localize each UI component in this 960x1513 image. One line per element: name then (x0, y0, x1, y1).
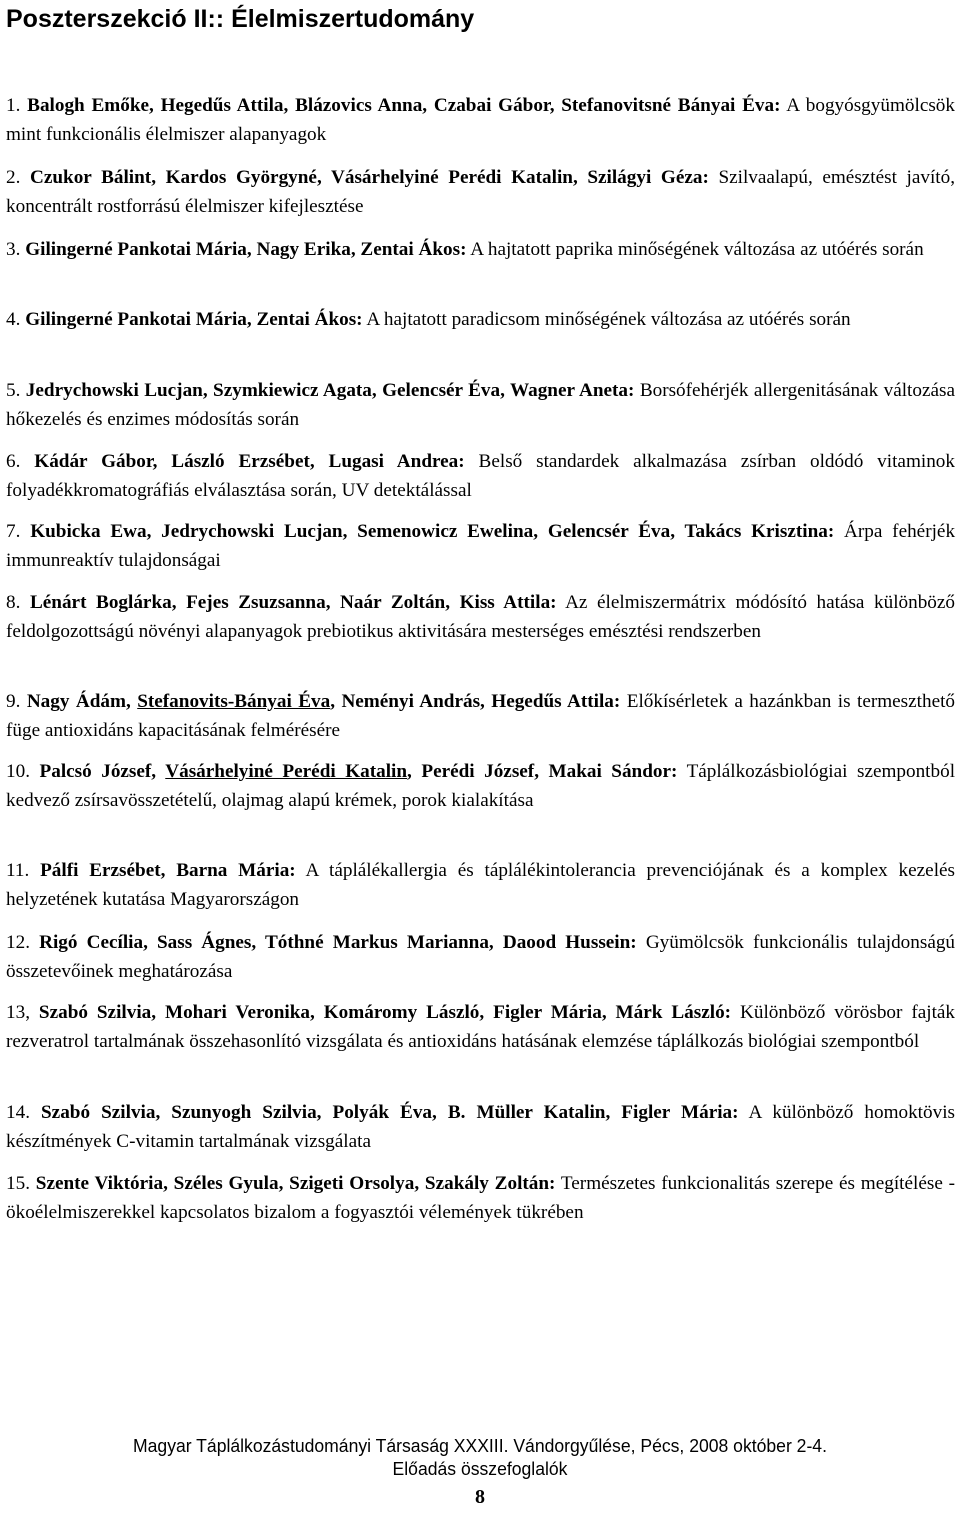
page-number: 8 (475, 1486, 485, 1508)
list-item (6, 757, 955, 815)
entry-number: 5. (6, 380, 21, 401)
page-title: Poszterszekció II:: Élelmiszertudomány (6, 5, 475, 33)
entry-number: 3. (6, 239, 21, 260)
entry-title: Természetes funkcionalitás szerepe és megítélése - ökoélelmiszerekkel kapcsolatos bizalom a fogyasztói vélemények tükrében (6, 1173, 956, 1223)
entry-authors (39, 1002, 731, 1023)
list-item (6, 588, 955, 646)
list-item (6, 305, 955, 334)
author-segment: Kádár Gábor, László Erzsébet, Lugasi Andrea: (34, 451, 465, 472)
entry-number: 9. (6, 691, 21, 712)
entry-authors (34, 451, 464, 472)
entry-authors (40, 761, 678, 782)
entry-authors (41, 1102, 739, 1123)
author-segment: Jedrychowski Lucjan, Szymkiewicz Agata, Gelencsér Éva, Wagner Aneta: (25, 380, 635, 401)
entry-title: Szilvaalapú, emésztést javító, koncentrált rostforrású élelmiszer kifejlesztése (6, 167, 956, 217)
entry-title: Táplálkozásbiológiai szempontból kedvező zsírsavösszetételű, olajmag alapú krémek, porok kialakítása (6, 761, 956, 811)
entry-authors (39, 932, 637, 953)
author-segment: , Neményi András, Hegedűs Attila: (330, 691, 621, 712)
entry-authors (27, 95, 780, 116)
entry-number: 15. (6, 1173, 30, 1194)
entry-authors (25, 309, 362, 330)
author-segment: Palcsó József, (39, 761, 166, 782)
author-segment: Lénárt Boglárka, Fejes Zsuzsanna, Naár Zoltán, Kiss Attila: (29, 592, 557, 613)
entry-title: A bogyósgyümölcsök mint funkcionális élelmiszer alapanyagok (6, 95, 955, 145)
list-item (6, 1169, 955, 1227)
author-segment: Szente Viktória, Széles Gyula, Szigeti Orsolya, Szakály Zoltán: (35, 1173, 556, 1194)
list-item (6, 856, 955, 914)
footer-subtitle: Előadás összefoglalók (392, 1458, 568, 1479)
entry-title: A különböző homoktövis készítmények C-vitamin tartalmának vizsgálata (6, 1102, 955, 1152)
list-item (6, 687, 955, 745)
entry-number: 10. (6, 761, 30, 782)
author-segment: Pálfi Erzsébet, Barna Mária: (40, 860, 296, 881)
entry-number: 14. (6, 1102, 30, 1123)
author-segment: Szabó Szilvia, Mohari Veronika, Komáromy László, Figler Mária, Márk László: (38, 1002, 732, 1023)
entry-title: Gyümölcsök funkcionális tulajdonságú összetevőinek meghatározása (6, 932, 956, 982)
entry-number: 1. (6, 95, 21, 116)
entry-authors (27, 691, 620, 712)
author-segment: Czukor Bálint, Kardos Györgyné, Vásárhelyiné Perédi Katalin, Szilágyi Géza: (30, 167, 709, 188)
entry-authors (30, 592, 557, 613)
entry-title: A hajtatott paradicsom minőségének változása az utóérés során (366, 309, 851, 330)
entry-title: Borsófehérjék allergenitásának változása hőkezelés és enzimes módosítás során (6, 380, 955, 430)
entry-title: Az élelmiszermátrix módósító hatása különböző feldolgozottságú növényi alapanyagok prebiotikus aktivitására mesterséges emésztési rendszerben (6, 592, 956, 642)
entry-title: A hajtatott paprika minőségének változása az utóérés során (470, 239, 924, 260)
list-item (6, 376, 955, 434)
author-segment: Nagy Ádám, (26, 691, 138, 712)
entry-authors (26, 380, 635, 401)
entry-title: Különböző vörösbor fajták rezveratrol tartalmának összehasonlító vizsgálata és antioxidáns hatásának elemzése táplálkozás biológiai szempontból (6, 1002, 956, 1052)
entry-number: 12. (6, 932, 30, 953)
list-item (6, 1098, 955, 1156)
entry-number: 6. (6, 451, 21, 472)
entry-number: 2. (6, 167, 21, 188)
author-segment: Balogh Emőke, Hegedűs Attila, Blázovics Anna, Czabai Gábor, Stefanovitsné Bányai Éva: (27, 95, 781, 116)
list-item (6, 235, 955, 264)
list-item (6, 447, 955, 505)
list-item (6, 928, 955, 986)
entry-number: 13, (6, 1002, 30, 1023)
footer-conference: Magyar Táplálkozástudományi Társaság XXXIII. Vándorgyűlése, Pécs, 2008 október 2-4. (133, 1435, 827, 1456)
entry-number: 8. (6, 592, 21, 613)
entry-authors (25, 239, 466, 260)
author-segment: Gilingerné Pankotai Mária, Zentai Ákos: (25, 309, 363, 330)
entry-authors (40, 860, 296, 881)
entry-title: Belső standardek alkalmazása zsírban oldódó vitaminok folyadékkromatográfiás elválasztása során, UV detektálással (6, 451, 955, 501)
author-segment: Gilingerné Pankotai Mária, Nagy Erika, Zentai Ákos: (25, 239, 467, 260)
entry-authors (30, 167, 709, 188)
entry-title: Előkísérletek a hazánkban is termeszthető füge antioxidáns kapacitásának felmérésére (6, 691, 956, 741)
entry-number: 7. (6, 521, 21, 542)
presenting-author: Stefanovits-Bányai Éva (137, 691, 331, 712)
presenting-author: Vásárhelyiné Perédi Katalin (165, 761, 408, 782)
entry-title: A táplálékallergia és táplálékintolerancia prevenciójának és a komplex kezelés helyzetének kutatása Magyarországon (6, 860, 956, 910)
list-item (6, 998, 955, 1056)
list-item (6, 91, 955, 149)
entry-number: 4. (6, 309, 21, 330)
author-segment: , Perédi József, Makai Sándor: (407, 761, 678, 782)
entry-authors (30, 521, 834, 542)
author-segment: Rigó Cecília, Sass Ágnes, Tóthné Markus Marianna, Daood Hussein: (39, 932, 637, 953)
entry-number: 11. (6, 860, 30, 881)
author-segment: Szabó Szilvia, Szunyogh Szilvia, Polyák Éva, B. Müller Katalin, Figler Mária: (41, 1102, 739, 1123)
author-segment: Kubicka Ewa, Jedrychowski Lucjan, Semenowicz Ewelina, Gelencsér Éva, Takács Krisztina: (30, 521, 835, 542)
entry-authors (36, 1173, 556, 1194)
entry-title: Árpa fehérjék immunreaktív tulajdonságai (6, 521, 956, 571)
list-item (6, 163, 955, 221)
list-item (6, 517, 955, 575)
